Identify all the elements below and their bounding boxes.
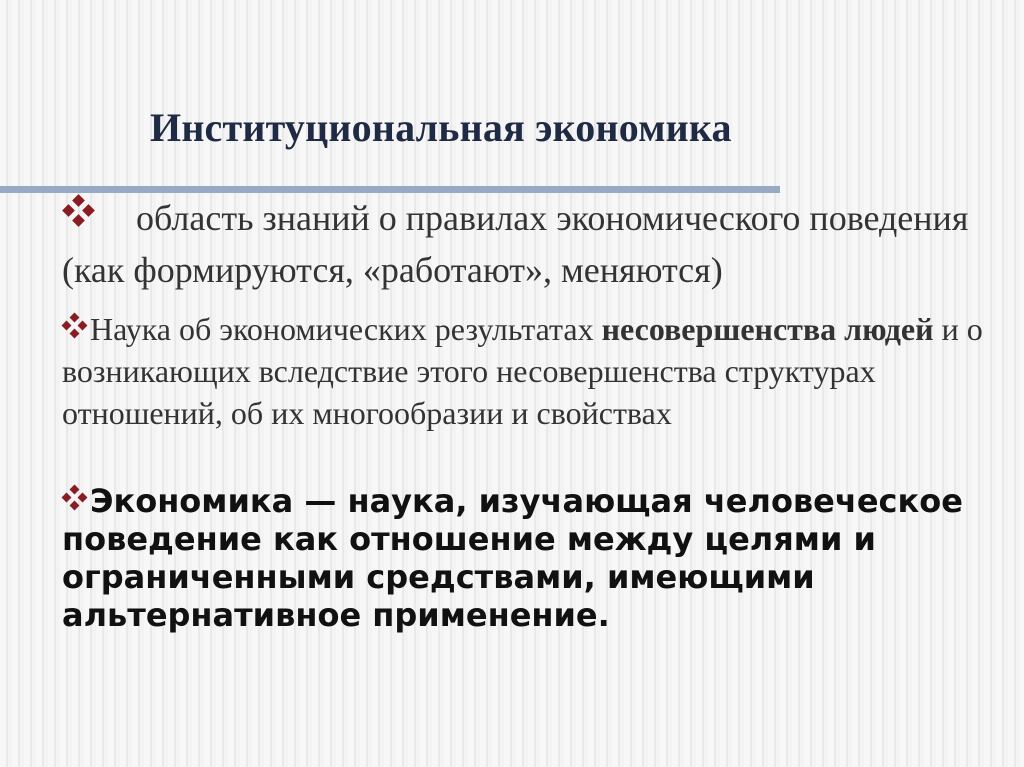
slide-title: Институциональная экономика bbox=[150, 105, 732, 150]
bullet-text: область знаний о правилах экономического поведения (как формируются, «работают», меняются) bbox=[62, 198, 969, 290]
bullet-text: Экономика — наука, изучающая человеческое поведение как отношение между целями и ограниченными средствами, имеющими альтернативное применение. bbox=[62, 482, 963, 634]
bullet-item-definition-knowledge bbox=[62, 192, 1002, 296]
bullet-text-after: и о возникающих вследствие этого несовершенства структурах отношений, об их многообразии и свойствах bbox=[62, 311, 983, 431]
bullet-text-before: Наука об экономических результатах bbox=[90, 311, 602, 347]
bullet-item-economics-definition bbox=[62, 482, 1002, 634]
bullet-list bbox=[62, 192, 1002, 634]
diamond-bullet-icon bbox=[62, 314, 88, 338]
diamond-bullet-icon bbox=[62, 486, 88, 510]
bullet-item-science-results bbox=[62, 308, 1002, 434]
bullet-emphasis: несовершенства людей bbox=[601, 311, 934, 347]
diamond-bullet-icon bbox=[62, 196, 96, 226]
